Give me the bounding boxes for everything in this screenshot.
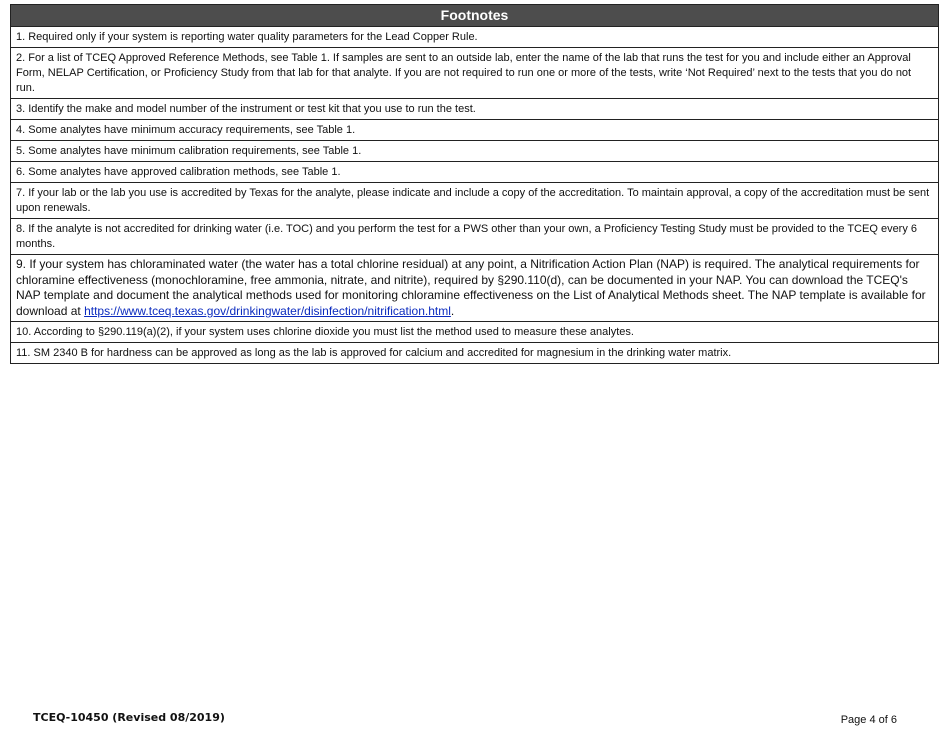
footnote-6: 6. Some analytes have approved calibration methods, see Table 1. [11, 162, 938, 183]
footnote-3: 3. Identify the make and model number of the instrument or test kit that you use to run the test. [11, 99, 938, 120]
footnote-4: 4. Some analytes have minimum accuracy requirements, see Table 1. [11, 120, 938, 141]
page-number: Page 4 of 6 [840, 714, 897, 726]
footnote-8: 8. If the analyte is not accredited for drinking water (i.e. TOC) and you perform the test for a PWS other than your own, a Proficiency Testing Study must be provided to the TCEQ every 6 months. [11, 219, 938, 255]
footnotes-header: Footnotes [11, 5, 938, 27]
nitrification-link[interactable]: https://www.tceq.texas.gov/drinkingwater/disinfection/nitrification.html [84, 303, 451, 318]
footnote-11: 11. SM 2340 B for hardness can be approved as long as the lab is approved for calcium and accredited for magnesium in the drinking water matrix. [16, 347, 732, 359]
footnote-10: 10. According to §290.119(a)(2), if your system uses chlorine dioxide you must list the method used to measure these analytes. [11, 322, 938, 343]
footnote-9-end: . [450, 303, 455, 318]
footnote-9-text: 9. If your system has chloraminated water (the water has a total chlorine residual) at any point, a Nitrification Action Plan (NAP) is required. The analytical requirements for chloramine effectiveness (monochloramine, free ammonia, nitrate, and nitrite), required by §290.110(d), can be documented in your NAP. You can download the TCEQ's NAP template and document the analytical methods used for monitoring chloramine effectiveness on the List of Analytical Methods sheet. The NAP template is available for download at [16, 257, 926, 318]
footnote-9 [11, 255, 938, 322]
form-id: TCEQ-10450 (Revised 08/2019) [33, 711, 225, 724]
footnotes-table [10, 4, 939, 364]
footnote-2: 2. For a list of TCEQ Approved Reference Methods, see Table 1. If samples are sent to an outside lab, enter the name of the lab that runs the test for you and include either an Approval Form, NELAP Certification, or Proficiency Study from that lab for that analyte. If you are not required to run one or more of the tests, write ‘Not Required’ next to the tests that you do not run. [11, 48, 938, 99]
footnote-7: 7. If your lab or the lab you use is accredited by Texas for the analyte, please indicate and include a copy of the accreditation. To maintain approval, a copy of the accreditation must be sent upon renewals. [11, 183, 938, 219]
footnote-5: 5. Some analytes have minimum calibration requirements, see Table 1. [11, 141, 938, 162]
footnote-1: 1. Required only if your system is reporting water quality parameters for the Lead Copper Rule. [11, 27, 938, 48]
